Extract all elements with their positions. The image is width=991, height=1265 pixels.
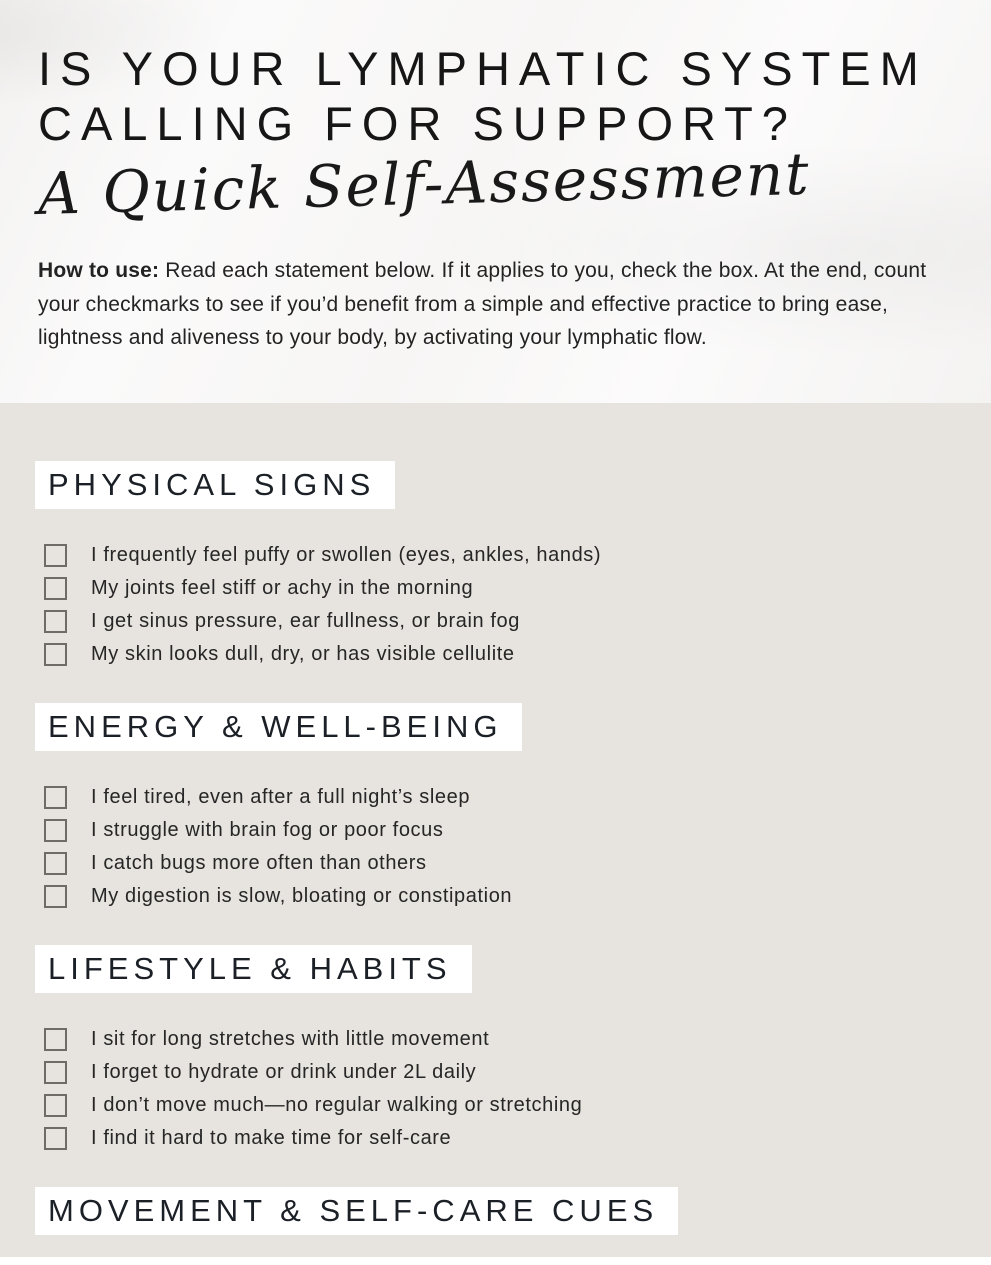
checkbox[interactable]: [44, 819, 67, 842]
checklist-item-label: I find it hard to make time for self-care: [91, 1127, 452, 1149]
checklist-item-label: I forget to hydrate or drink under 2L daily: [91, 1061, 477, 1083]
checklist-item: [35, 1122, 961, 1155]
checklist-item-label: I get sinus pressure, ear fullness, or brain fog: [91, 610, 521, 632]
section-heading-physical-signs: PHYSICAL SIGNS: [35, 461, 395, 509]
section-heading-lifestyle-habits: LIFESTYLE & HABITS: [35, 945, 472, 993]
section-movement-self-care-cues: [35, 1187, 961, 1265]
checklist-item: [35, 814, 961, 847]
checklist-item-label: My joints feel stiff or achy in the morning: [91, 577, 474, 599]
page-title-line2: CALLING FOR SUPPORT?: [38, 96, 797, 150]
checklist-item: [35, 1023, 961, 1056]
how-to-use-paragraph: [38, 254, 968, 355]
checklist-item: [35, 1056, 961, 1089]
checklist-item: [35, 605, 961, 638]
page-subtitle: A Quick Self-Assessment: [37, 139, 812, 228]
how-to-use-text: Read each statement below. If it applies to you, check the box. At the end, count your checkmarks to see if you’d benefit from a simple and effective practice to bring ease, lightness and aliveness to your body, by activating your lymphatic flow.: [38, 258, 927, 350]
page-title-line1: IS YOUR LYMPHATIC SYSTEM: [38, 42, 928, 95]
energy-well-being-items: [35, 781, 961, 913]
checklist-item-label: I struggle with brain fog or poor focus: [91, 819, 444, 841]
section-energy-well-being: [35, 703, 961, 913]
checklist-item: [35, 880, 961, 913]
checklist-item-label: I don’t move much—no regular walking or stretching: [91, 1094, 583, 1116]
how-to-use-label: How to use:: [38, 258, 160, 282]
checklist-area: [0, 403, 991, 1257]
checkbox[interactable]: [44, 1127, 67, 1150]
checklist-item: [35, 781, 961, 814]
checklist-item-label: I feel tired, even after a full night’s sleep: [91, 786, 471, 808]
checklist-item: [35, 539, 961, 572]
physical-signs-items: [35, 539, 961, 671]
checkbox[interactable]: [44, 1061, 67, 1084]
checkbox[interactable]: [44, 885, 67, 908]
section-heading-energy-well-being: ENERGY & WELL-BEING: [35, 703, 522, 751]
checkbox[interactable]: [44, 786, 67, 809]
checklist-item: [35, 638, 961, 671]
checkbox[interactable]: [44, 852, 67, 875]
checklist-item: [35, 572, 961, 605]
checklist-item-label: I catch bugs more often than others: [91, 852, 427, 874]
checklist-item-label: My digestion is slow, bloating or constipation: [91, 885, 513, 907]
section-lifestyle-habits: [35, 945, 961, 1155]
checkbox[interactable]: [44, 643, 67, 666]
header: [0, 0, 991, 403]
section-heading-movement-self-care-cues: MOVEMENT & SELF-CARE CUES: [35, 1187, 678, 1235]
checkbox[interactable]: [44, 577, 67, 600]
checklist-item: [35, 1089, 961, 1122]
checkbox[interactable]: [44, 544, 67, 567]
checklist-item-label: My skin looks dull, dry, or has visible cellulite: [91, 643, 515, 665]
checkbox[interactable]: [44, 1094, 67, 1117]
page-title: [38, 42, 961, 152]
checkbox[interactable]: [44, 1028, 67, 1051]
section-physical-signs: [35, 461, 961, 671]
checklist-item: [35, 847, 961, 880]
checklist-item-label: I sit for long stretches with little movement: [91, 1028, 490, 1050]
checklist-item-label: I frequently feel puffy or swollen (eyes, ankles, hands): [91, 544, 602, 566]
lifestyle-habits-items: [35, 1023, 961, 1155]
checkbox[interactable]: [44, 610, 67, 633]
